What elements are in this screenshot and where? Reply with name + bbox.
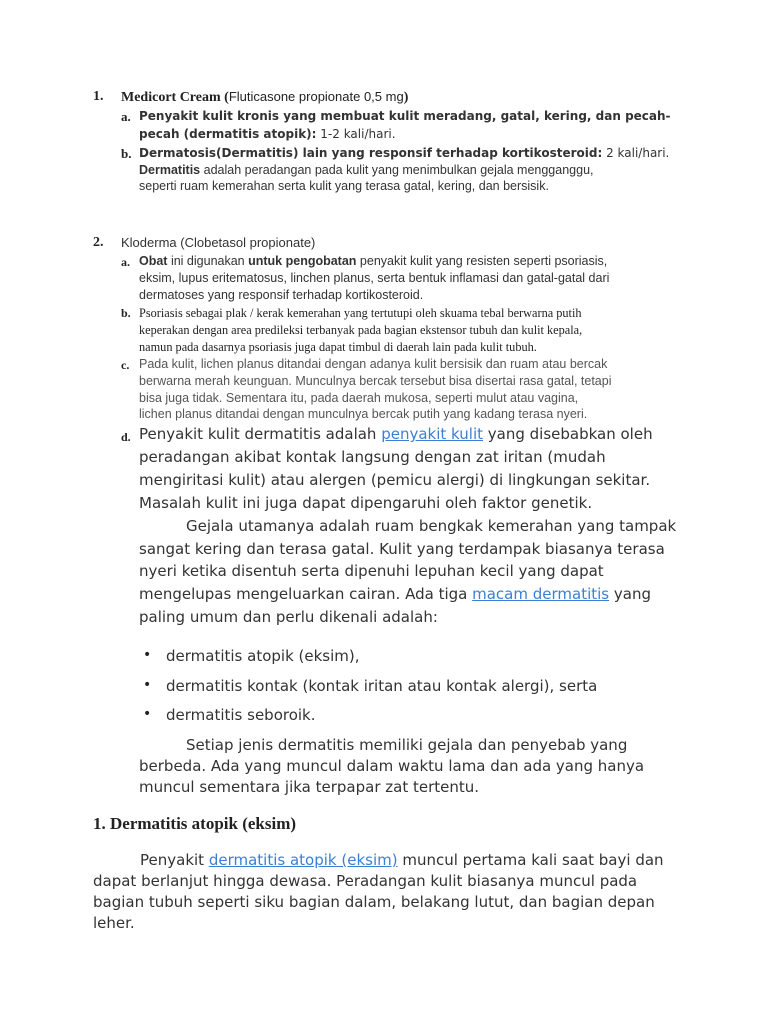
item1-title-line (121, 89, 408, 106)
item1-b-line1-rest: 2 kali/hari. (602, 146, 670, 160)
item2-d-l1b: yang disebabkan oleh (483, 425, 653, 443)
dermatitis-atopik-link[interactable]: dermatitis atopik (eksim) (208, 851, 398, 869)
item1-paren-close: ) (403, 90, 409, 105)
section-line2: dapat berlanjut hingga dewasa. Peradangan kulit biasanya muncul pada (93, 872, 638, 890)
section-line4: leher. (93, 914, 135, 932)
item2-d-line3: mengiritasi kulit) atau alergen (pemicu alergi) di lingkungan sekitar. (139, 471, 651, 489)
item1-a-line2-rest: 1-2 kali/hari. (316, 127, 396, 141)
item1-a-line1: Penyakit kulit kronis yang membuat kulit meradang, gatal, kering, dan pecah- (139, 109, 671, 123)
item2-d-marker: d. (121, 430, 131, 444)
item2-b-line2: keperakan dengan area predileksi terbanyak pada bagian ekstensor tubuh dan kulit kepala, (139, 323, 583, 337)
item2-d-l1a: Penyakit kulit dermatitis adalah (139, 425, 382, 443)
item2-a-w3: untuk pengobatan (248, 254, 357, 268)
item2-d-p2l4a: mengelupas mengeluarkan cairan. Ada tiga (139, 585, 473, 603)
item2-b-line1: Psoriasis sebagai plak / kerak kemerahan yang tertutupi oleh skuama tebal berwarna putih (139, 306, 582, 320)
penyakit-kulit-link[interactable]: penyakit kulit (381, 425, 483, 443)
item2-b-line3: namun pada dasarnya psoriasis juga dapat timbul di daerah lain pada kulit tubuh. (139, 340, 537, 354)
section-l1b: muncul pertama kali saat bayi dan (397, 851, 664, 869)
item2-a-line2: eksim, lupus eritematosus, linchen planus, serta bentuk inflamasi dan gatal-gatal dari (139, 271, 610, 285)
item2-b-marker: b. (121, 306, 131, 320)
bullet-1-glyph: • (143, 647, 152, 663)
item2-d-p2-line3: nyeri ketika disentuh serta dipenuhi lepuhan kecil yang dapat (139, 562, 604, 580)
item2-a-obat: Obat (139, 254, 168, 268)
item2-a-marker: a. (121, 255, 130, 269)
item2-a-w2: ini digunakan (167, 254, 249, 268)
item2-d-line4: Masalah kulit ini juga dapat dipengaruhi oleh faktor genetik. (139, 494, 593, 512)
item2-c-line2: berwarna merah keunguan. Munculnya bercak tersebut bisa disertai rasa gatal, tetapi (139, 374, 612, 388)
item1-a-line2 (139, 127, 396, 141)
item2-c-line4: lichen planus ditandai dengan munculnya bercak putih yang kadang terasa nyeri. (139, 407, 588, 421)
item2-d-p2-line1: Gejala utamanya adalah ruam bengkak kemerahan yang tampak (186, 517, 677, 535)
bullet-item-2: dermatitis kontak (kontak iritan atau kontak alergi), serta (166, 677, 598, 695)
item1-b-marker: b. (121, 146, 132, 161)
item1-b-line2-rest: adalah peradangan pada kulit yang menimbulkan gejala mengganggu, (200, 163, 594, 177)
item1-b-line2 (139, 163, 594, 177)
item1-number: 1. (93, 89, 104, 104)
bullet-2-glyph: • (143, 677, 152, 693)
item2-a-line1 (139, 254, 607, 268)
item1-ingredient: Fluticasone propionate 0,5 mg (228, 89, 404, 104)
item1-title: Medicort Cream (121, 90, 221, 105)
item1-a-line2-bold: pecah (dermatitis atopik): (139, 127, 317, 141)
bullet-item-1: dermatitis atopik (eksim), (166, 647, 360, 665)
item1-b-line1-bold: Dermatosis(Dermatitis) lain yang responsif terhadap kortikosteroid: (139, 146, 603, 160)
item2-d-p2-line5: paling umum dan perlu dikenali adalah: (139, 608, 438, 626)
item1-b-line2-bold: Dermatitis (139, 163, 201, 177)
section-heading: 1. Dermatitis atopik (eksim) (93, 814, 297, 833)
bullet-3-glyph: • (143, 706, 152, 722)
item2-d-line1 (139, 425, 653, 443)
section-line1 (140, 851, 664, 869)
item1-paren-open: ( (220, 90, 229, 105)
macam-dermatitis-link[interactable]: macam dermatitis (472, 585, 610, 603)
item1-a-marker: a. (121, 109, 131, 124)
section-line3: bagian tubuh seperti siku bagian dalam, belakang lutut, dan bagian depan (93, 893, 655, 911)
item2-d-line2: peradangan akibat kontak langsung dengan zat iritan (mudah (139, 448, 606, 466)
section-l1a: Penyakit (140, 851, 209, 869)
item1-b-line3: seperti ruam kemerahan serta kulit yang terasa gatal, kering, dan bersisik. (139, 179, 549, 193)
item2-d-p3-line2: berbeda. Ada yang muncul dalam waktu lama dan ada yang hanya (139, 757, 645, 775)
item2-a-line3: dermatoses yang responsif terhadap kortikosteroid. (139, 288, 424, 302)
item2-title: Kloderma (Clobetasol propionate) (121, 235, 316, 250)
item2-a-w4: penyakit kulit yang resisten seperti psoriasis, (356, 254, 608, 268)
item1-b-line1 (139, 146, 669, 160)
item2-c-line1: Pada kulit, lichen planus ditandai dengan adanya kulit bersisik dan ruam atau bercak (139, 357, 608, 371)
bullet-item-3: dermatitis seboroik. (166, 706, 316, 724)
item2-number: 2. (93, 235, 104, 250)
item2-c-line3: bisa juga tidak. Sementara itu, pada daerah mukosa, seperti mulut atau vagina, (139, 391, 579, 405)
item2-d-p2-line2: sangat kering dan terasa gatal. Kulit yang terdampak biasanya terasa (139, 540, 665, 558)
item2-d-p2l4b: yang (609, 585, 651, 603)
item2-d-p3-line3: muncul sementara jika terpapar zat tertentu. (139, 778, 480, 796)
item2-c-marker: c. (121, 358, 130, 372)
item2-d-p3-line1: Setiap jenis dermatitis memiliki gejala dan penyebab yang (186, 736, 628, 754)
item2-d-p2-line4 (139, 585, 651, 603)
